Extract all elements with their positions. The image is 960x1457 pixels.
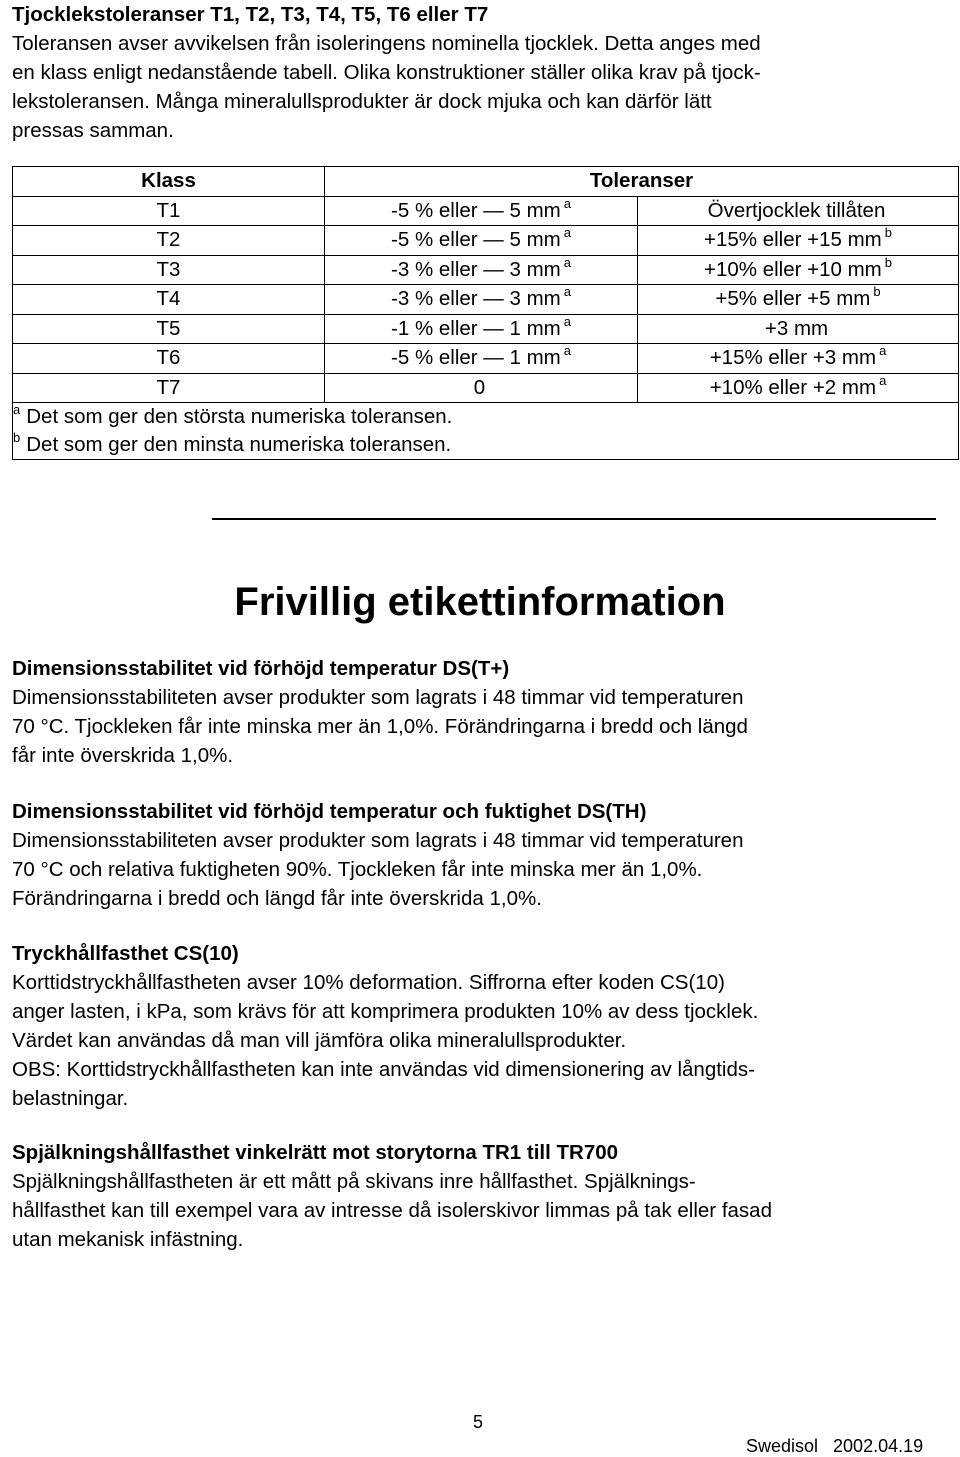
paragraph-line: belastningar. [12, 1087, 129, 1110]
paragraph-line: Korttidstryckhållfastheten avser 10% deformation. Siffrorna efter koden CS(10) [12, 971, 725, 994]
minus-tolerance-cell: -3 % eller — 3 mm $^a$ [325, 255, 638, 285]
page-title: Frivillig etikettinformation [234, 580, 726, 624]
klass-cell: T7 [13, 373, 325, 403]
table-row [13, 285, 959, 315]
klass-cell: T6 [13, 344, 325, 374]
paragraph-line: utan mekanisk infästning. [12, 1228, 244, 1251]
paragraph-line: OBS: Korttidstryckhållfastheten kan inte användas vid dimensionering av långtids- [12, 1058, 755, 1081]
horizontal-divider [212, 518, 936, 520]
tolerance-table [12, 166, 959, 460]
paragraph-line: 70 °C och relativa fuktigheten 90%. Tjockleken får inte minska mer än 1,0%. [12, 858, 703, 881]
table-row [13, 226, 959, 256]
minus-tolerance-cell: -5 % eller — 5 mm $^a$ [325, 226, 638, 256]
tolerance-intro-paragraph [12, 29, 942, 145]
paragraph-line: Förändringarna i bredd och längd får inte överskrida 1,0%. [12, 887, 542, 910]
plus-tolerance-cell: Övertjocklek tillåten [638, 196, 959, 226]
paragraph-line: en klass enligt nedanstående tabell. Olika konstruktioner ställer olika krav på tjock- [12, 61, 761, 84]
klass-cell: T1 [13, 196, 325, 226]
plus-tolerance-cell: +3 mm [638, 314, 959, 344]
paragraph-line: anger lasten, i kPa, som krävs för att komprimera produkten 10% av dess tjocklek. [12, 1000, 759, 1023]
section-paragraph-cs10 [12, 968, 942, 1113]
plus-tolerance-cell: +10% eller +10 mm $^b$ [638, 255, 959, 285]
section-heading-ds-t: Dimensionsstabilitet vid förhöjd temperatur DS(T+) [12, 657, 510, 680]
section-heading-cs10: Tryckhållfasthet CS(10) [12, 942, 239, 965]
minus-tolerance-cell: -3 % eller — 3 mm $^a$ [325, 285, 638, 315]
plus-tolerance-cell: +5% eller +5 mm $^b$ [638, 285, 959, 315]
section-heading-tr: Spjälkningshållfasthet vinkelrätt mot storytorna TR1 till TR700 [12, 1141, 619, 1164]
paragraph-line: Dimensionsstabiliteten avser produkter som lagrats i 48 timmar vid temperaturen [12, 686, 744, 709]
footnote-a: $^a$ Det som ger den största numeriska toleransen. [13, 402, 453, 428]
minus-tolerance-cell: 0 [325, 373, 638, 403]
paragraph-line: Värdet kan användas då man vill jämföra olika mineralullsprodukter. [12, 1029, 627, 1052]
paragraph-line: Dimensionsstabiliteten avser produkter som lagrats i 48 timmar vid temperaturen [12, 829, 744, 852]
paragraph-line: lekstoleransen. Många mineralullsprodukter är dock mjuka och kan därför lätt [12, 90, 712, 113]
tolerance-section-heading: Tjocklekstoleranser T1, T2, T3, T4, T5, T6 eller T7 [12, 3, 489, 26]
footnote-b: $^b$ Det som ger den minsta numeriska toleransen. [13, 430, 452, 456]
table-notes-row [13, 403, 959, 460]
table-row [13, 373, 959, 403]
column-header-toleranser: Toleranser [325, 167, 959, 197]
paragraph-line: hållfasthet kan till exempel vara av intresse då isolerskivor limmas på tak eller fasad [12, 1199, 772, 1222]
paragraph-line: 70 °C. Tjockleken får inte minska mer än 1,0%. Förändringarna i bredd och längd [12, 715, 748, 738]
paragraph-line: Spjälkningshållfastheten är ett mått på skivans inre hållfasthet. Spjälknings- [12, 1170, 696, 1193]
klass-cell: T5 [13, 314, 325, 344]
table-row [13, 314, 959, 344]
table-row [13, 196, 959, 226]
table-header-row [13, 167, 959, 197]
page-number: 5 [473, 1412, 484, 1432]
minus-tolerance-cell: -5 % eller — 5 mm $^a$ [325, 196, 638, 226]
paragraph-line: får inte överskrida 1,0%. [12, 744, 234, 767]
plus-tolerance-cell: +15% eller +15 mm $^b$ [638, 226, 959, 256]
klass-cell: T3 [13, 255, 325, 285]
section-paragraph-tr [12, 1167, 942, 1254]
minus-tolerance-cell: -1 % eller — 1 mm $^a$ [325, 314, 638, 344]
section-paragraph-ds-th [12, 826, 942, 913]
paragraph-line: Toleransen avser avvikelsen från isoleringens nominella tjocklek. Detta anges med [12, 32, 761, 55]
plus-tolerance-cell: +10% eller +2 mm $^a$ [638, 373, 959, 403]
section-paragraph-ds-t [12, 683, 942, 770]
section-heading-ds-th: Dimensionsstabilitet vid förhöjd temperatur och fuktighet DS(TH) [12, 800, 647, 823]
footer-doc-id: Swedisol 2002.04.19 [746, 1436, 924, 1456]
klass-cell: T2 [13, 226, 325, 256]
klass-cell: T4 [13, 285, 325, 315]
minus-tolerance-cell: -5 % eller — 1 mm $^a$ [325, 344, 638, 374]
paragraph-line: pressas samman. [12, 119, 174, 142]
table-row [13, 344, 959, 374]
table-footnotes [13, 403, 959, 460]
plus-tolerance-cell: +15% eller +3 mm $^a$ [638, 344, 959, 374]
table-row [13, 255, 959, 285]
column-header-klass: Klass [13, 167, 325, 197]
